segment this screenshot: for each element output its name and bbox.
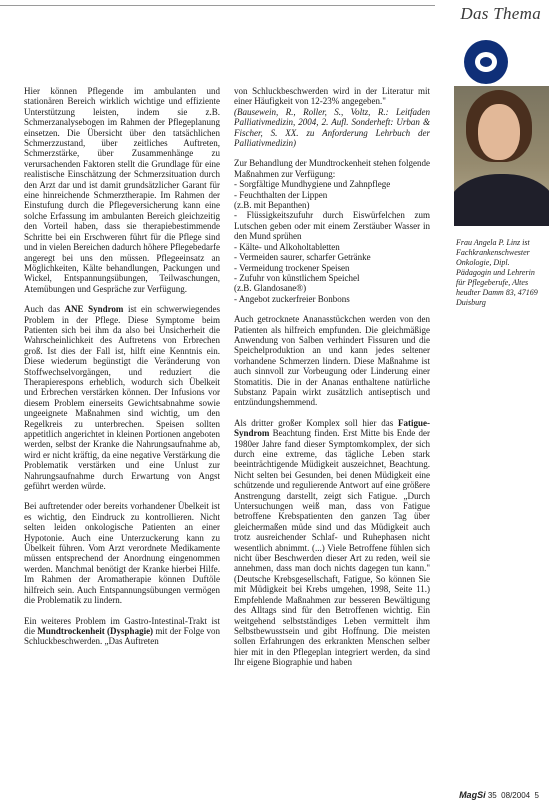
list-item: - Vermeiden saurer, scharfer Getränke	[234, 252, 371, 263]
paragraph	[234, 418, 430, 668]
text-run: Als dritter großer Komplex soll hier das	[234, 417, 398, 428]
list-item: - Feuchthalten der Lippen	[234, 189, 328, 200]
list-item: - Flüssigkeitszufuhr durch Eiswürfelchen zum Lutschen geben oder mit einem Zerstäuber Wasser in den Mund sprühen	[234, 210, 430, 242]
paragraph	[24, 304, 220, 491]
photo-shoulders	[454, 174, 549, 226]
list-item: (z.B. mit Bepanthen)	[234, 200, 310, 211]
citation	[234, 107, 430, 149]
list-item: - Angebot zuckerfreier Bonbons	[234, 293, 350, 304]
key-term: Fatigue-Syndrom	[234, 417, 430, 439]
page-number: 5	[534, 791, 539, 800]
article-column-1	[24, 86, 220, 657]
measures-list	[234, 179, 430, 304]
header-rule	[0, 5, 435, 6]
paragraph: Zur Behandlung der Mundtrockenheit stehen folgende Maßnahmen zur Verfügung:	[234, 158, 430, 179]
article-column-2	[234, 86, 430, 678]
page-footer	[459, 790, 539, 800]
text-run: mit der Folge von Schluckbeschwerden. „Das Auftreten	[24, 625, 220, 647]
author-photo	[454, 86, 549, 226]
list-item: - Zufuhr von künstlichem Speichel	[234, 272, 360, 283]
list-item: - Vermeidung trockener Speisen	[234, 262, 350, 273]
paragraph: Hier können Pflegende im ambulanten und stationären Bereich wirklich wichtige und effiziente Unterstützung leisten, indem sie z.B. Schmerzanalysebogen im Rahmen der Pflegeplanung einsetzen. Die Übersicht über den tatsächlichen Schmerzzustand, über zeitliches Auftreten, Schmerzstärke, über Zusammenhänge zu verursachenden Faktoren stellt die Grundlage für eine realistische Einschätzung der Schmerzsituation durch den Arzt dar und ist damit grundsätzlicher Garant für eine hinreichende Schmerztherapie. Im Rahmen der Einstufung durch die Pflegeversicherung kann eine solche Erfassung im ambulanten Bereich gleichzeitig den Vorteil haben, dass sie therapiebestimmende Schritte bei ein Erschweren führt für die Pflege sind und in vielen Bereichen dadurch höhere Pflegebedarfe angeregt bei uns den müssen. Pflegeeinsatz an Möglichkeiten, Kälte behandlungen, Packungen und Wickel, Entspannungsübungen, Teilwaschungen, Atemübungen und Gespräche zur Verfügung.	[24, 86, 220, 294]
key-term: ANE Syndrom	[64, 304, 124, 315]
issue-number: 35	[487, 791, 497, 800]
text-run: Beachtung finden. Erst Mitte bis Ende der 1980er Jahre fand dieser Symptomkomplex, der sich durch eine extreme, das tägliche Leben stark beeinträchtigende Müdigkeit auszeichnet, Beachtung. Nicht selten bei Gesunden, bei denen Müdigkeit eine schützende und regulierende Antwort auf eine größere Anstrengung darstellt, zeigt sich Fatigue. „Durch Untersuchungen weiß man, dass von Fatigue betroffene Krebspatienten den ganzen Tag über gleichermaßen müde sind und das Müdigkeit auch trotz ausreichender Schlaf- und Ruhephasen nicht wesentlich abnimmt. (...) Viele Betroffene fühlen sich nicht über Beschwerden dieser Art zu reden, weil sie annehmen, dass man doch nichts dagegen tun kann." (Deutsche Krebsgesellschaft, Fatigue, So können Sie mit Müdigkeit bei Krebs umgehen, 1998, Seite 11.) Empfehlende Maßnahmen zur besseren Bewältigung des Alltags sind für den Betroffenen wichtig. Ein weitgehend selbstständiges Leben vermittelt ihm Selbstbewusstsein und gibt Hoffnung. Die meisten sollen Erfahrungen des erkrankten Menschen selber hier mit in den Pflegeplan integriert werden, da sind Ihr eigene Biographie und haben	[234, 428, 430, 668]
author-caption: Frau Angela P. Linz ist Fachkrankenschwester Onkologie, Dipl. Pädagogin und Lehrerin für Pflegeberufe, Altes heudter Damm 83, 47169 Duisburg	[456, 238, 538, 307]
key-term: Mundtrockenheit (Dysphagie)	[37, 625, 154, 636]
list-item: - Kälte- und Alkoholtabletten	[234, 241, 340, 252]
issue-date: 08/2004	[501, 791, 531, 800]
paragraph: Auch getrocknete Ananasstückchen werden von den Patienten als hilfreich empfunden. Die gleichmäßige Anwendung von Salben verhindert Fissuren und die Speichelproduktion an und kann jedes seltener vorhandene Schmerzen lindern. Diese Maßnahme ist auch sinnvoll zur Vorbeugung oder Linderung einer Stomatitis. Die in der Ananas enthaltene natürliche Substanz Papain wirkt zusätzlich antiseptisch und entzündungshemmend.	[234, 314, 430, 408]
text-run: ist ein schwerwiegendes Problem in der Pflege. Diese Symptome beim Patienten sich bei ihm da also bei Unsicherheit die Wahrscheinlichkeit des Auftretens von Erbrechen groß. Ist dies der Fall ist, hilft eine Kenntnis ein. Diese wiederum begünstigt die Veränderung von Stoffwechselvorgängen, und reduziert die Therapierespons erheblich, wodurch sich Übelkeit und Erbrechen verstärken können. Der Infusions vor diesem Problem einerseits Gewichtsabnahme sowie ungeeignete Maßnahmen sind wichtig, um den Regelkreis zu unterbrechen. Speisen sollten appetitlich angerichtet in kleinen Portionen angeboten werden, selbst der Kranke die Nahrungsaufnahme ab, wird er nicht kräftig, da eine negative Verstärkung die Problematik verstärken und eine Unlust zur Nahrungsaufnahme durch Erwartung von Angst geführt werden würde.	[24, 304, 220, 492]
text-run: Ein weiteres Problem im Gastro-Intestinal-Trakt ist die	[24, 615, 220, 636]
section-title: Das Thema	[460, 4, 541, 23]
text-run: Auch das	[24, 304, 65, 315]
paragraph: Bei auftretender oder bereits vorhandener Übelkeit ist es wichtig, den Eindruck zu kontrollieren. Nicht selten leiden onkologische Patienten an einer Hypotonie. Auch eine Unterzuckerung kann zu Übelkeit führen. Vom Arzt verordnete Medikamente müssen entsprechend der Anordnung eingenommen werden. Manchmal benötigt der Kranke hierbei Hilfe. Im Rahmen der Aromatherapie können Duftöle hilfreich sein. Auch Entspannungsübungen vermögen die Problematik zu lindern.	[24, 501, 220, 606]
magazine-brand: MagSi	[459, 790, 486, 800]
paragraph	[24, 616, 220, 647]
list-item: - Sorgfältige Mundhygiene und Zahnpflege	[234, 179, 391, 190]
citation-text: (Bausewein, R., Roller, S., Voltz, R.: Leitfaden Palliativmedizin, 2004, 2. Aufl. Sonderheft: Urban & Fischer, S. XX. zu Anforderung Lehrbuch der Palliativmedizin)	[234, 106, 430, 149]
paragraph: von Schluckbeschwerden wird in der Literatur mit einer Häufigkeit von 12-23% angegeben."	[234, 86, 430, 107]
magazine-emblem-icon	[464, 40, 508, 84]
list-item: (z.B. Glandosane®)	[234, 283, 307, 294]
photo-face	[478, 104, 520, 160]
